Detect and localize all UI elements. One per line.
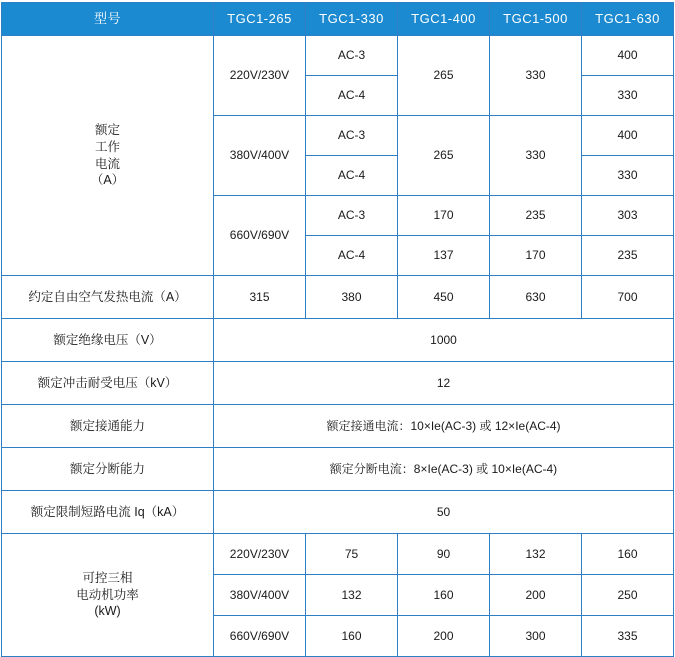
thermal-current-m4: 630	[490, 276, 582, 319]
cell-660-ac4-m2: 170	[490, 236, 582, 276]
table-row	[2, 448, 674, 491]
short-circuit-current-value: 50	[214, 491, 674, 534]
motor-power-label-line-2: 电动机功率	[76, 587, 139, 602]
motor-power-voltage-660: 660V/690V	[214, 616, 306, 657]
motor-power-380-m2: 160	[398, 575, 490, 616]
cell-380-m2: 330	[490, 116, 582, 196]
cell-380-ac4-m3: 330	[582, 156, 674, 196]
cell-380-ac3-m3: 400	[582, 116, 674, 156]
table-header	[2, 3, 674, 36]
header-model-label: 型号	[2, 3, 214, 36]
thermal-current-m1: 315	[214, 276, 306, 319]
motor-power-220-m3: 132	[490, 534, 582, 575]
header-model-5: TGC1-630	[582, 3, 674, 36]
cell-380-m1: 265	[398, 116, 490, 196]
motor-power-380-m4: 250	[582, 575, 674, 616]
motor-power-660-m1: 160	[306, 616, 398, 657]
thermal-current-label: 约定自由空气发热电流（A）	[2, 276, 214, 319]
cell-660-ac3-m1: 170	[398, 196, 490, 236]
table-row	[2, 276, 674, 319]
voltage-label-220: 220V/230V	[214, 36, 306, 116]
making-capacity-value: 额定接通电流：10×Ie(AC-3) 或 12×Ie(AC-4)	[214, 405, 674, 448]
impulse-voltage-label: 额定冲击耐受电压（kV）	[2, 362, 214, 405]
rated-current-label-line-4: （A）	[90, 173, 125, 188]
motor-power-660-m2: 200	[398, 616, 490, 657]
cell-220-ac4-m3: 330	[582, 76, 674, 116]
breaking-capacity-label: 额定分断能力	[2, 448, 214, 491]
table-row	[2, 534, 674, 575]
motor-power-220-m4: 160	[582, 534, 674, 575]
specification-table	[1, 2, 674, 657]
motor-power-380-m3: 200	[490, 575, 582, 616]
motor-power-label-line-3: (kW)	[94, 604, 121, 619]
impulse-voltage-value: 12	[214, 362, 674, 405]
cell-660-ac4-m1: 137	[398, 236, 490, 276]
motor-power-220-m1: 75	[306, 534, 398, 575]
insulation-voltage-label: 额定绝缘电压（V）	[2, 319, 214, 362]
header-model-2: TGC1-330	[306, 3, 398, 36]
thermal-current-m5: 700	[582, 276, 674, 319]
motor-power-label-line-1: 可控三相	[82, 570, 133, 585]
spec-sheet	[0, 2, 675, 643]
header-model-4: TGC1-500	[490, 3, 582, 36]
motor-power-voltage-380: 380V/400V	[214, 575, 306, 616]
thermal-current-m3: 450	[398, 276, 490, 319]
table-row	[2, 319, 674, 362]
cell-660-ac4-m3: 235	[582, 236, 674, 276]
motor-power-220-m2: 90	[398, 534, 490, 575]
header-model-3: TGC1-400	[398, 3, 490, 36]
cell-660-ac3-m3: 303	[582, 196, 674, 236]
duty-label-220-ac4: AC-4	[306, 76, 398, 116]
cell-220-ac3-m3: 400	[582, 36, 674, 76]
insulation-voltage-value: 1000	[214, 319, 674, 362]
rated-current-label	[2, 36, 214, 276]
motor-power-voltage-220: 220V/230V	[214, 534, 306, 575]
making-capacity-label: 额定接通能力	[2, 405, 214, 448]
duty-label-380-ac4: AC-4	[306, 156, 398, 196]
duty-label-220-ac3: AC-3	[306, 36, 398, 76]
table-body	[2, 36, 674, 657]
motor-power-380-m1: 132	[306, 575, 398, 616]
rated-current-label-line-1: 额定	[94, 122, 120, 137]
thermal-current-m2: 380	[306, 276, 398, 319]
breaking-capacity-value: 额定分断电流：8×Ie(AC-3) 或 10×Ie(AC-4)	[214, 448, 674, 491]
cell-220-m2: 330	[490, 36, 582, 116]
rated-current-label-line-2: 工作	[94, 139, 120, 154]
short-circuit-current-label: 额定限制短路电流 Iq（kA）	[2, 491, 214, 534]
motor-power-660-m3: 300	[490, 616, 582, 657]
rated-current-label-line-3: 电流	[94, 156, 120, 171]
motor-power-label	[2, 534, 214, 657]
table-row	[2, 36, 674, 76]
voltage-label-660: 660V/690V	[214, 196, 306, 276]
cell-220-m1: 265	[398, 36, 490, 116]
motor-power-660-m4: 335	[582, 616, 674, 657]
table-row	[2, 405, 674, 448]
cell-660-ac3-m2: 235	[490, 196, 582, 236]
table-row	[2, 491, 674, 534]
table-row	[2, 362, 674, 405]
duty-label-660-ac3: AC-3	[306, 196, 398, 236]
duty-label-380-ac3: AC-3	[306, 116, 398, 156]
duty-label-660-ac4: AC-4	[306, 236, 398, 276]
header-model-1: TGC1-265	[214, 3, 306, 36]
header-row	[2, 3, 674, 36]
voltage-label-380: 380V/400V	[214, 116, 306, 196]
